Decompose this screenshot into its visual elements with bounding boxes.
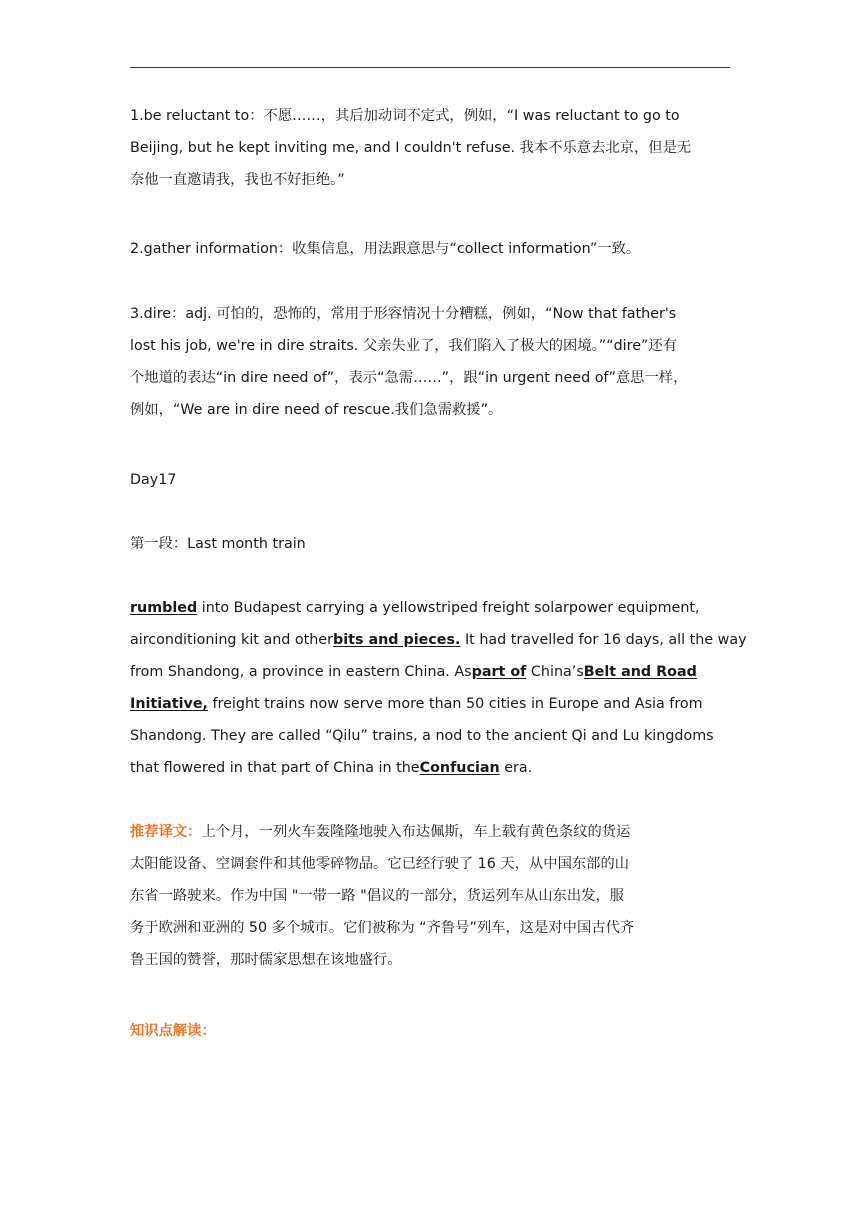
- day-title: Day17: [130, 472, 177, 488]
- translation-label: 推荐译文：: [130, 824, 202, 840]
- note-item-2: [130, 233, 730, 265]
- english-passage: [130, 592, 747, 784]
- passage-line-1: [130, 592, 730, 624]
- day-label: [130, 464, 730, 496]
- section-heading: [130, 528, 730, 560]
- knowledge-heading-text: 知识点解读：: [130, 1023, 216, 1039]
- passage-text: from Shandong, a province in eastern China. As: [130, 664, 472, 680]
- note-2-line-1: 2.gather information：收集信息，用法跟意思与“collect information”一致。: [130, 241, 641, 257]
- passage-text: into Budapest carrying a yellowstriped freight solarpower equipment,: [197, 600, 700, 616]
- note-1-line-2: Beijing, but he kept inviting me, and I couldn't refuse. 我本不乐意去北京，但是无: [130, 140, 692, 156]
- note-3-line-1: 3.dire：adj. 可怕的，恐怖的，常用于形容情况十分糟糕，例如，“Now that father's: [130, 306, 677, 322]
- note-1-line-3: 奈他一直邀请我，我也不好拒绝。”: [130, 172, 345, 188]
- term-bits-and-pieces: bits and pieces.: [332, 632, 461, 648]
- translation-line-2: 太阳能设备、空调套件和其他零碎物品。它已经行驶了 16 天，从中国东部的山: [130, 856, 630, 872]
- passage-text: era.: [499, 760, 533, 776]
- translation-text: 上个月，一列火车轰隆隆地驶入布达佩斯，车上载有黄色条纹的货运: [201, 824, 631, 840]
- passage-text: freight trains now serve more than 50 cities in Europe and Asia from: [207, 696, 703, 712]
- note-3-line-4: 例如，“We are in dire need of rescue.我们急需救援”。: [130, 402, 503, 418]
- translation-line-1: [130, 816, 730, 848]
- note-3-line-3: 个地道的表达“in dire need of”，表示“急需……”，跟“in urgent need of”意思一样，: [130, 370, 688, 386]
- passage-line-2: [130, 624, 747, 656]
- passage-text: that flowered in that part of China in the: [130, 760, 420, 776]
- term-initiative: Initiative,: [130, 696, 208, 712]
- passage-line-5: Shandong. They are called “Qilu” trains, a nod to the ancient Qi and Lu kingdoms: [130, 728, 714, 744]
- passage-text: It had travelled for 16 days, all the way: [460, 632, 747, 648]
- translation-block: [130, 816, 730, 976]
- translation-line-3: 东省一路驶来。作为中国 "一带一路 "倡议的一部分，货运列车从山东出发，服: [130, 888, 625, 904]
- note-item-3: [130, 298, 730, 426]
- note-3-line-2: lost his job, we're in dire straits. 父亲失业了，我们陷入了极大的困境。”“dire”还有: [130, 338, 678, 354]
- term-part-of: part of: [471, 664, 527, 680]
- section-heading-text: 第一段：Last month train: [130, 536, 306, 552]
- translation-line-4: 务于欧洲和亚洲的 50 多个城市。它们被称为 “齐鲁号”列车，这是对中国古代齐: [130, 920, 635, 936]
- knowledge-heading: [130, 1015, 730, 1047]
- passage-text: China’s: [526, 664, 584, 680]
- passage-text: airconditioning kit and other: [130, 632, 333, 648]
- note-item-1: [130, 100, 730, 196]
- passage-line-4: [130, 688, 730, 720]
- term-confucian: Confucian: [419, 760, 500, 776]
- header-rule: [130, 67, 730, 68]
- term-rumbled: rumbled: [130, 600, 198, 616]
- passage-line-6: [130, 752, 730, 784]
- term-belt-and-road: Belt and Road: [583, 664, 697, 680]
- passage-line-3: [130, 656, 730, 688]
- note-1-line-1: 1.be reluctant to：不愿……，其后加动词不定式，例如，“I was reluctant to go to: [130, 108, 680, 124]
- translation-line-5: 鲁王国的赞誉，那时儒家思想在该地盛行。: [130, 952, 402, 968]
